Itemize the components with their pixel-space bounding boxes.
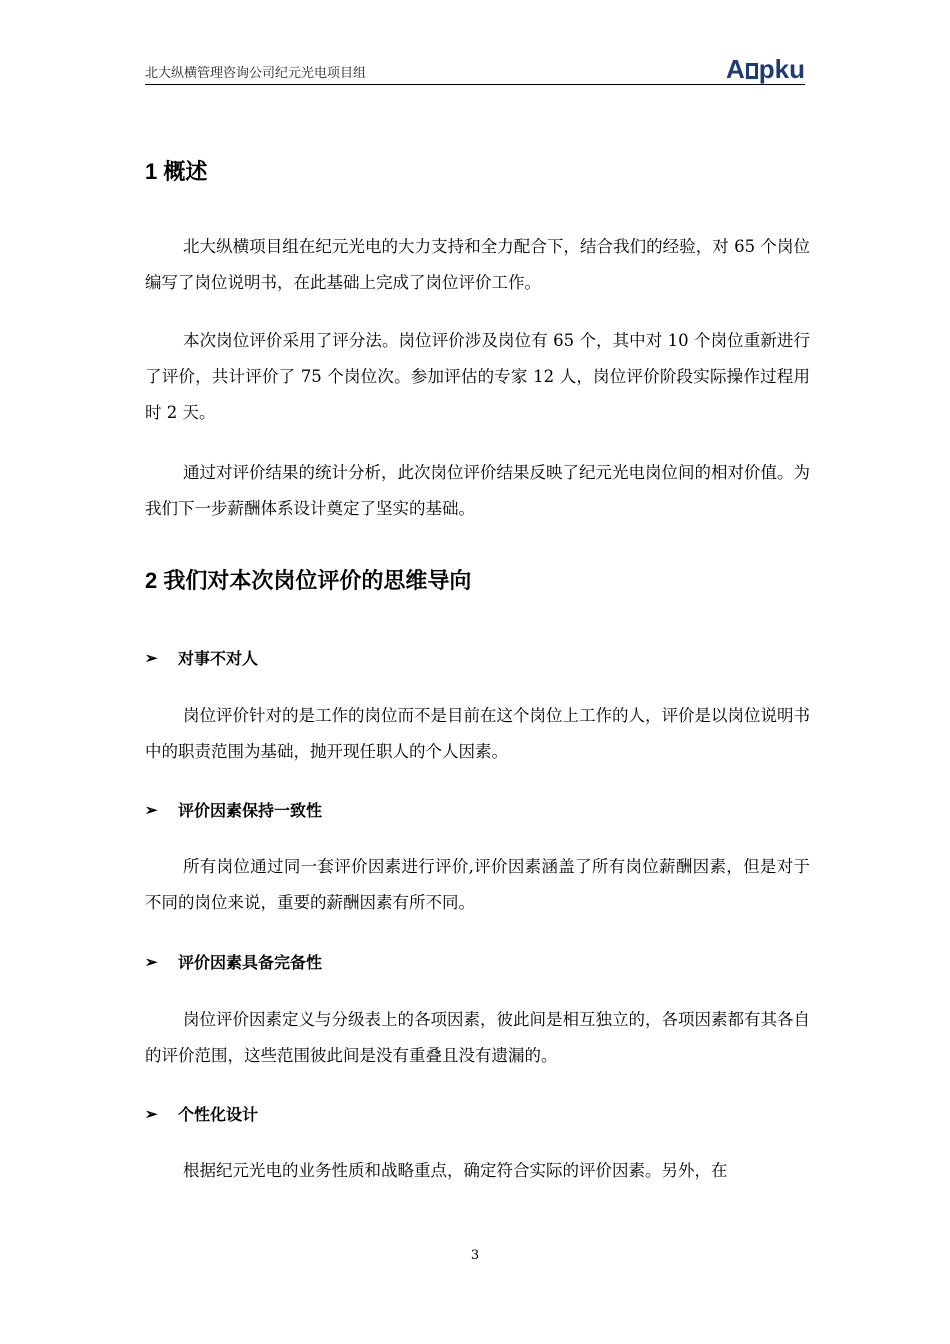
bullet-label: 个性化设计 xyxy=(178,1107,259,1124)
logo-mark-icon xyxy=(746,63,758,79)
allpku-logo xyxy=(726,55,805,83)
paragraph: 根据纪元光电的业务性质和战略重点，确定符合实际的评价因素。另外，在 xyxy=(183,1161,728,1180)
logo-text-right: pku xyxy=(758,54,805,84)
paragraph: 所有岗位通过同一套评价因素进行评价,评价因素涵盖了所有岗位薪酬因素，但是对于不同的岗位来说，重要的薪酬因素有所不同。 xyxy=(145,857,810,912)
bullet-label: 评价因素保持一致性 xyxy=(178,803,323,820)
page-header xyxy=(145,52,805,85)
page-number: 3 xyxy=(470,1248,480,1263)
paragraph: 岗位评价因素定义与分级表上的各项因素，彼此间是相互独立的，各项因素都有其各自的评价范围，这些范围彼此间是没有重叠且没有遗漏的。 xyxy=(145,1010,810,1065)
bullet-label: 对事不对人 xyxy=(178,651,259,668)
arrow-bullet-icon: ➢ xyxy=(145,1105,158,1123)
bullet-heading xyxy=(145,798,322,821)
logo-text-left: A xyxy=(725,54,745,84)
paragraph: 通过对评价结果的统计分析，此次岗位评价结果反映了纪元光电岗位间的相对价值。为我们下一步薪酬体系设计奠定了坚实的基础。 xyxy=(145,463,810,518)
arrow-bullet-icon: ➢ xyxy=(145,953,158,971)
arrow-bullet-icon: ➢ xyxy=(145,801,158,819)
paragraph: 岗位评价针对的是工作的岗位而不是目前在这个岗位上工作的人，评价是以岗位说明书中的职责范围为基础，抛开现任职人的个人因素。 xyxy=(145,706,810,761)
bullet-label: 评价因素具备完备性 xyxy=(178,955,323,972)
paragraph: 北大纵横项目组在纪元光电的大力支持和全力配合下，结合我们的经验，对 65 个岗位编写了岗位说明书，在此基础上完成了岗位评价工作。 xyxy=(145,237,810,292)
bullet-heading xyxy=(145,950,322,973)
header-title: 北大纵横管理咨询公司纪元光电项目组 xyxy=(145,66,367,81)
bullet-heading xyxy=(145,646,258,669)
bullet-heading xyxy=(145,1102,258,1125)
paragraph: 本次岗位评价采用了评分法。岗位评价涉及岗位有 65 个，其中对 10 个岗位重新进行了评价，共计评价了 75 个岗位次。参加评估的专家 12 人，岗位评价阶段实际操作过程用时 2 天。 xyxy=(145,331,810,422)
arrow-bullet-icon: ➢ xyxy=(145,649,158,667)
section-heading-thinking-direction: 2 我们对本次岗位评价的思维导向 xyxy=(145,568,472,593)
section-heading-overview: 1 概述 xyxy=(145,159,208,184)
